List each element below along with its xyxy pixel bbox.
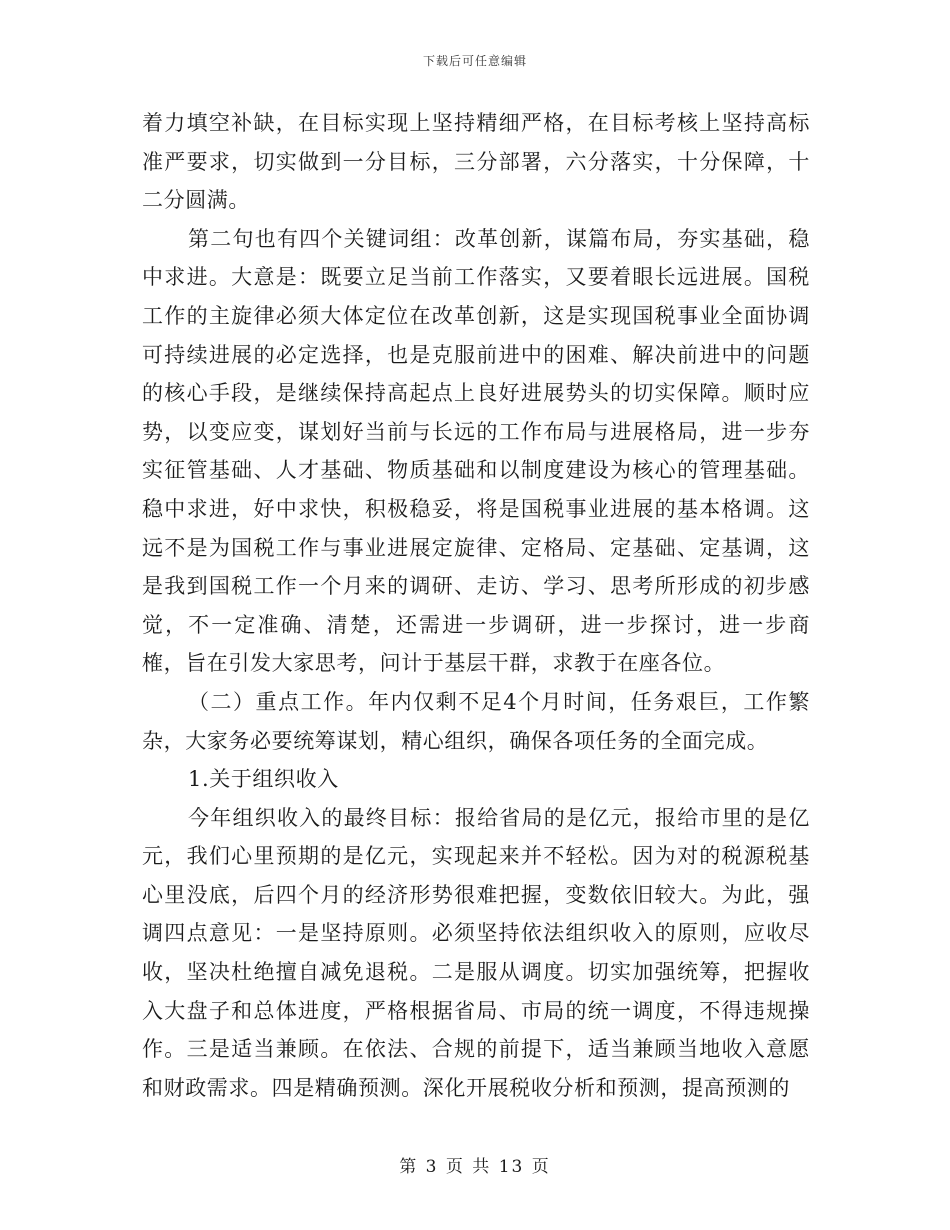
paragraph-key-work: （二）重点工作。年内仅剩不足4个月时间，任务艰巨，工作繁杂，大家务必要统筹谋划，精心组织，确保各项任务的全面完成。 xyxy=(142,689,810,753)
paragraph-continuation: 着力填空补缺，在目标实现上坚持精细严格，在目标考核上坚持高标准严要求，切实做到一分目标，三分部署，六分落实，十分保障，十二分圆满。 xyxy=(142,111,810,213)
page-header: 下载后可任意编辑 xyxy=(422,54,527,68)
paragraph-revenue-goals: 今年组织收入的最终目标：报给省局的是亿元，报给市里的是亿元，我们心里预期的是亿元，实现起来并不轻松。因为对的税源税基心里没底，后四个月的经济形势很难把握，变数依旧较大。为此，强调四点意见：一是坚持原则。必须坚持依法组织收入的原则，应收尽收，坚决杜绝擅自减免退税。二是服从调度。切实加强统筹，把握收入大盘子和总体进度，严格根据省局、市局的统一调度，不得违规操作。三是适当兼顾。在依法、合规的前提下，适当兼顾当地收入意愿和财政需求。四是精确预测。深化开展税收分析和预测，提高预测的 xyxy=(142,805,810,1100)
section-heading-revenue: 1.关于组织收入 xyxy=(188,767,339,792)
document-body xyxy=(142,104,810,1107)
page-footer: 第 3 页 共 13 页 xyxy=(399,1157,551,1177)
paragraph-keywords: 第二句也有四个关键词组：改革创新，谋篇布局，夯实基础，稳中求进。大意是：既要立足当前工作落实，又要着眼长远进展。国税工作的主旋律必须大体定位在改革创新，这是实现国税事业全面协调可持续进展的必定选择，也是克服前进中的困难、解决前进中的问题的核心手段，是继续保持高起点上良好进展势头的切实保障。顺时应势，以变应变，谋划好当前与长远的工作布局与进展格局，进一步夯实征管基础、人才基础、物质基础和以制度建设为核心的管理基础。稳中求进，好中求快，积极稳妥，将是国税事业进展的基本格调。这远不是为国税工作与事业进展定旋律、定格局、定基础、定基调，这是我到国税工作一个月来的调研、走访、学习、思考所形成的初步感觉，不一定准确、清楚，还需进一步调研，进一步探讨，进一步商榷，旨在引发大家思考，问计于基层干群，求教于在座各位。 xyxy=(142,226,810,676)
